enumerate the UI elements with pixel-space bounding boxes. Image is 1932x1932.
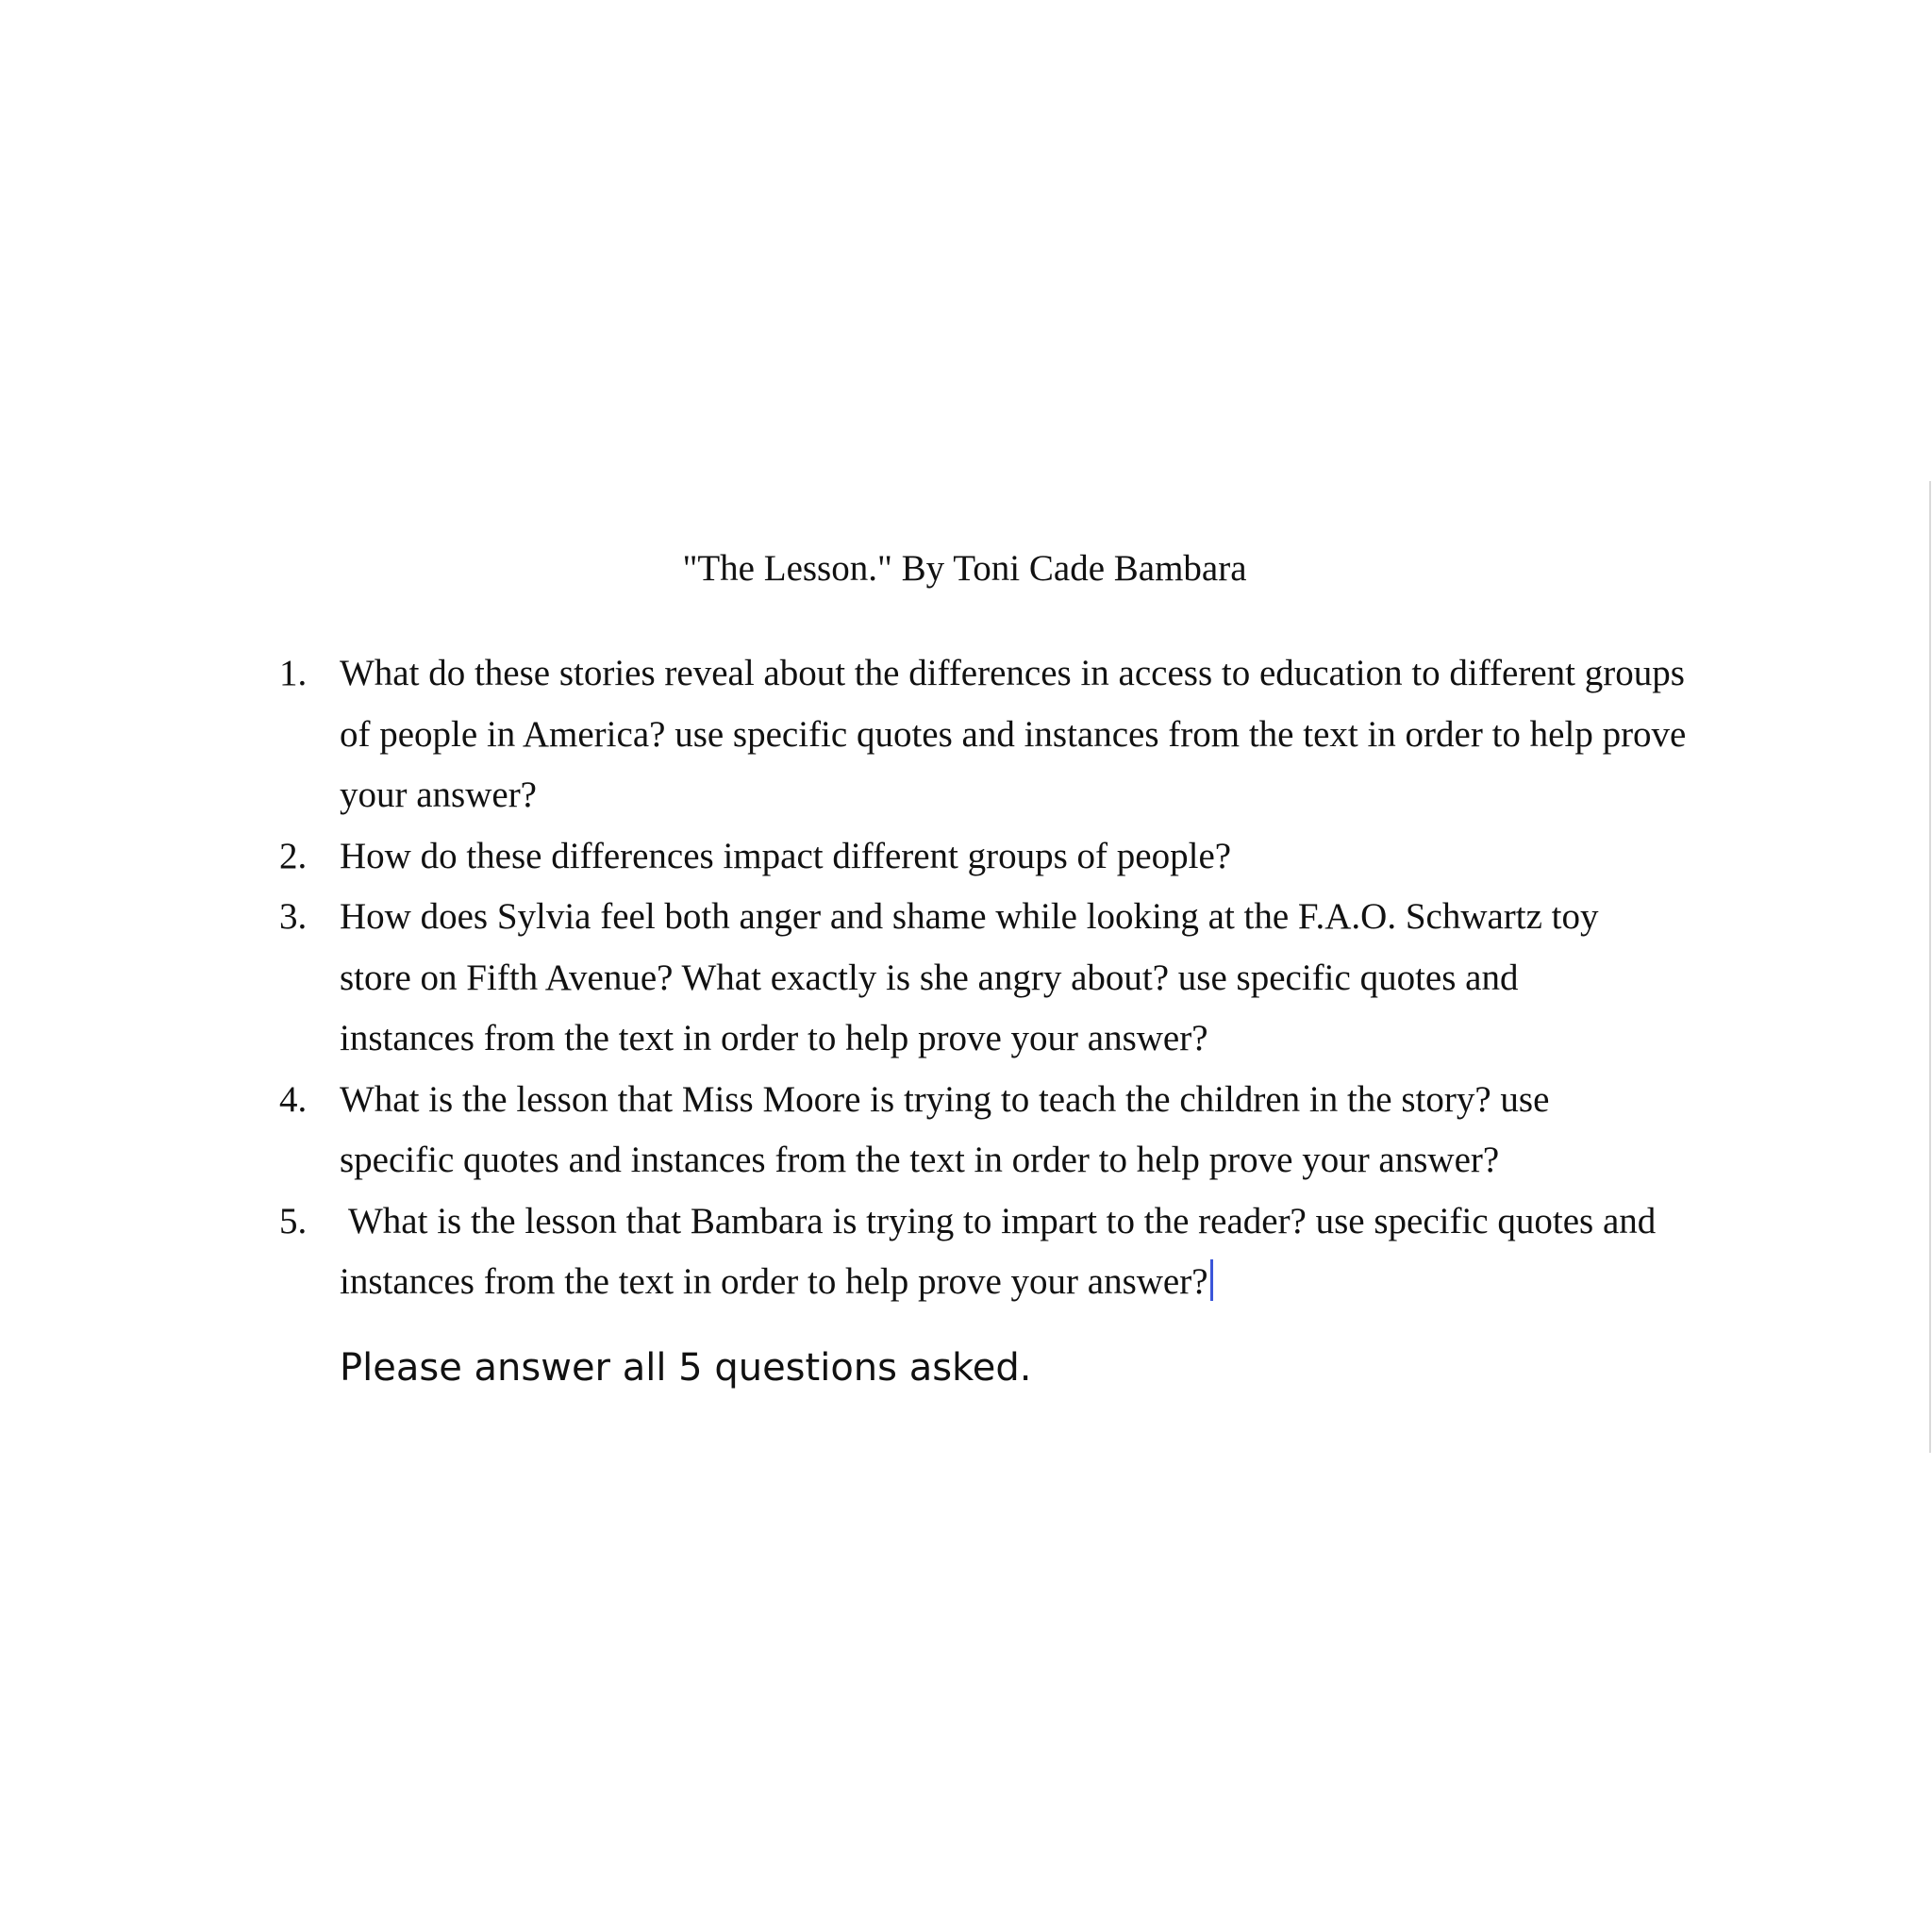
question-item-1 (275, 643, 1747, 826)
question-number-3: 3. (279, 896, 308, 937)
question-number-1: 1. (279, 653, 308, 693)
text-cursor-caret (1210, 1259, 1213, 1301)
question-text-5-wrapper[interactable] (340, 1191, 1707, 1313)
question-item-3 (275, 887, 1747, 1070)
question-list (275, 643, 1747, 1313)
question-number-5: 5. (279, 1200, 308, 1241)
question-text-5: What is the lesson that Bambara is trying to impart to the reader? use specific quotes and instances from the text in order to help prove your answer? (340, 1200, 1657, 1302)
question-text-4: What is the lesson that Miss Moore is trying to teach the children in the story? use specific quotes and instances from the text in order to help prove your answer? (340, 1078, 1550, 1180)
question-item-4 (275, 1070, 1747, 1191)
answer-instruction: Please answer all 5 questions asked. (340, 1346, 1032, 1390)
question-text-1: What do these stories reveal about the differences in access to education to different groups of people in America? use specific quotes and instances from the text in order to help prove your answer? (340, 653, 1687, 815)
question-item-5 (275, 1191, 1747, 1313)
question-item-2 (275, 826, 1747, 888)
page-edge-divider (1929, 481, 1931, 1453)
question-number-4: 4. (279, 1078, 308, 1120)
question-text-2: How do these differences impact different groups of people? (340, 835, 1232, 876)
question-text-3: How does Sylvia feel both anger and shame while looking at the F.A.O. Schwartz toy store on Fifth Avenue? What exactly is she angry about? use specific quotes and instances from the text in order to help prove your answer? (340, 896, 1599, 1058)
question-number-2: 2. (279, 835, 308, 876)
document-title: "The Lesson." By Toni Cade Bambara (682, 548, 1247, 589)
